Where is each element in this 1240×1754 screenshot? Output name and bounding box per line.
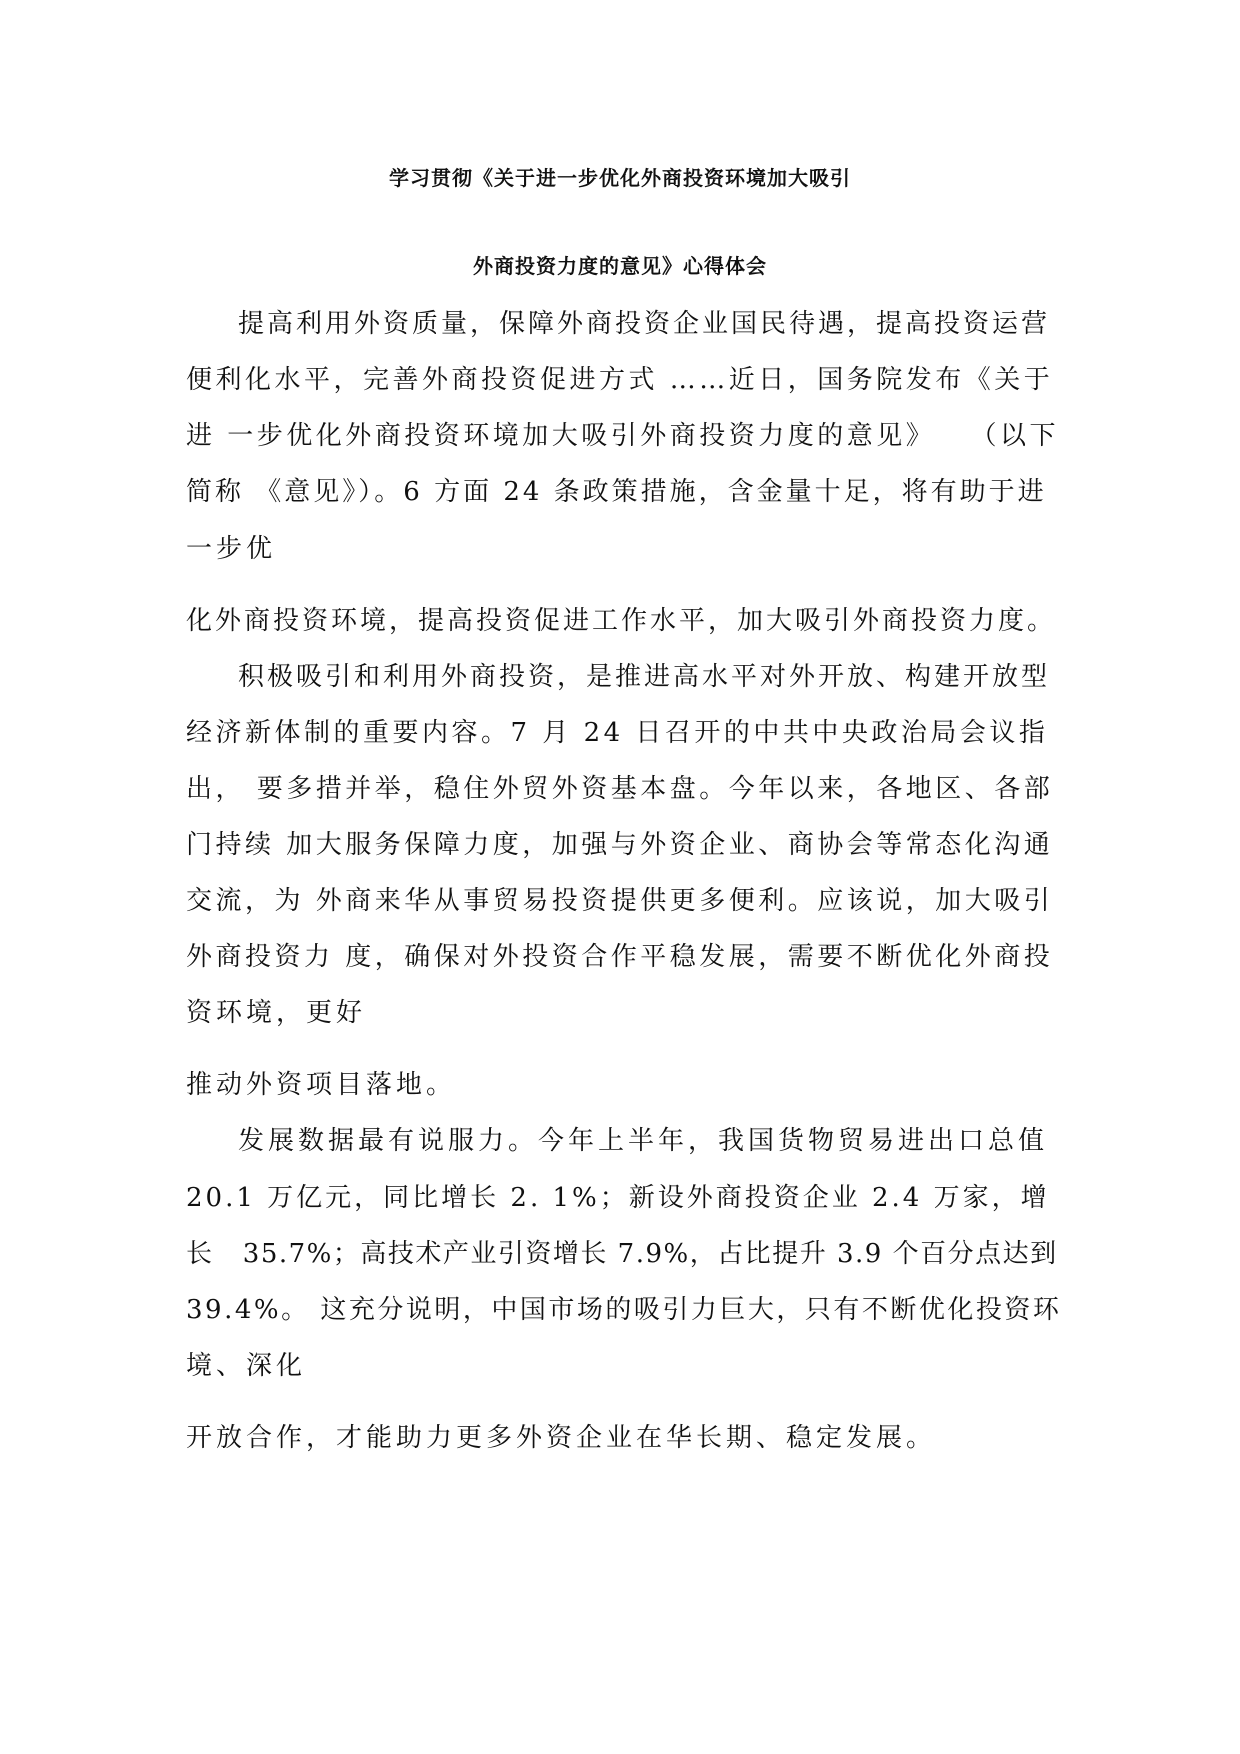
document-title-line-1: 学习贯彻《关于进一步优化外商投资环境加大吸引 [389,166,851,190]
paragraph-1-line-5: 一步优 [186,534,277,564]
document-title-line-2: 外商投资力度的意见》心得体会 [473,254,767,278]
paragraph-1-line-2: 便利化水平，完善外商投资促进方式 ……近日，国务院发布《关于 [186,365,1054,395]
paragraph-3-line-7: 资环境，更好 [186,998,367,1028]
paragraph-3-line-5: 交流，为 外商来华从事贸易投资提供更多便利。应该说，加大吸引 [186,886,1054,916]
paragraph-2-line-1: 化外商投资环境，提高投资促进工作水平，加大吸引外商投资力度。 [186,606,1057,636]
paragraph-5-line-3: 长 35.7%；高技术产业引资增长 7.9%，占比提升 3.9 个百分点达到 [186,1239,1058,1269]
paragraph-4-line-1: 推动外资项目落地。 [186,1070,457,1100]
paragraph-3-line-1: 积极吸引和利用外商投资，是推进高水平对外开放、构建开放型 [238,662,1051,692]
paragraph-3-line-6: 外商投资力 度，确保对外投资合作平稳发展，需要不断优化外商投 [186,942,1054,972]
paragraph-1-line-3: 进 一步优化外商投资环境加大吸引外商投资力度的意见》 （以下 [186,421,1060,451]
paragraph-1-line-1: 提高利用外资质量，保障外商投资企业国民待遇，提高投资运营 [238,309,1051,339]
paragraph-3-line-4: 门持续 加大服务保障力度，加强与外资企业、商协会等常态化沟通 [186,830,1054,860]
paragraph-5-line-4: 39.4%。 这充分说明，中国市场的吸引力巨大，只有不断优化投资环 [186,1295,1062,1325]
paragraph-3-line-3: 出， 要多措并举，稳住外贸外资基本盘。今年以来，各地区、各部 [186,774,1054,804]
paragraph-3-line-2: 经济新体制的重要内容。7 月 24 日召开的中共中央政治局会议指 [186,718,1049,748]
paragraph-1-line-4: 简称 《意见》）。6 方面 24 条政策措施，含金量十足，将有助于进 [186,477,1047,507]
paragraph-5-line-1: 发展数据最有说服力。今年上半年，我国货物贸易进出口总值 [238,1126,1049,1156]
paragraph-5-line-5: 境、深化 [186,1351,307,1381]
paragraph-6-line-1: 开放合作，才能助力更多外资企业在华长期、稳定发展。 [186,1423,937,1453]
paragraph-5-line-2: 20.1 万亿元，同比增长 2. 1%；新设外商投资企业 2.4 万家，增 [186,1183,1050,1213]
